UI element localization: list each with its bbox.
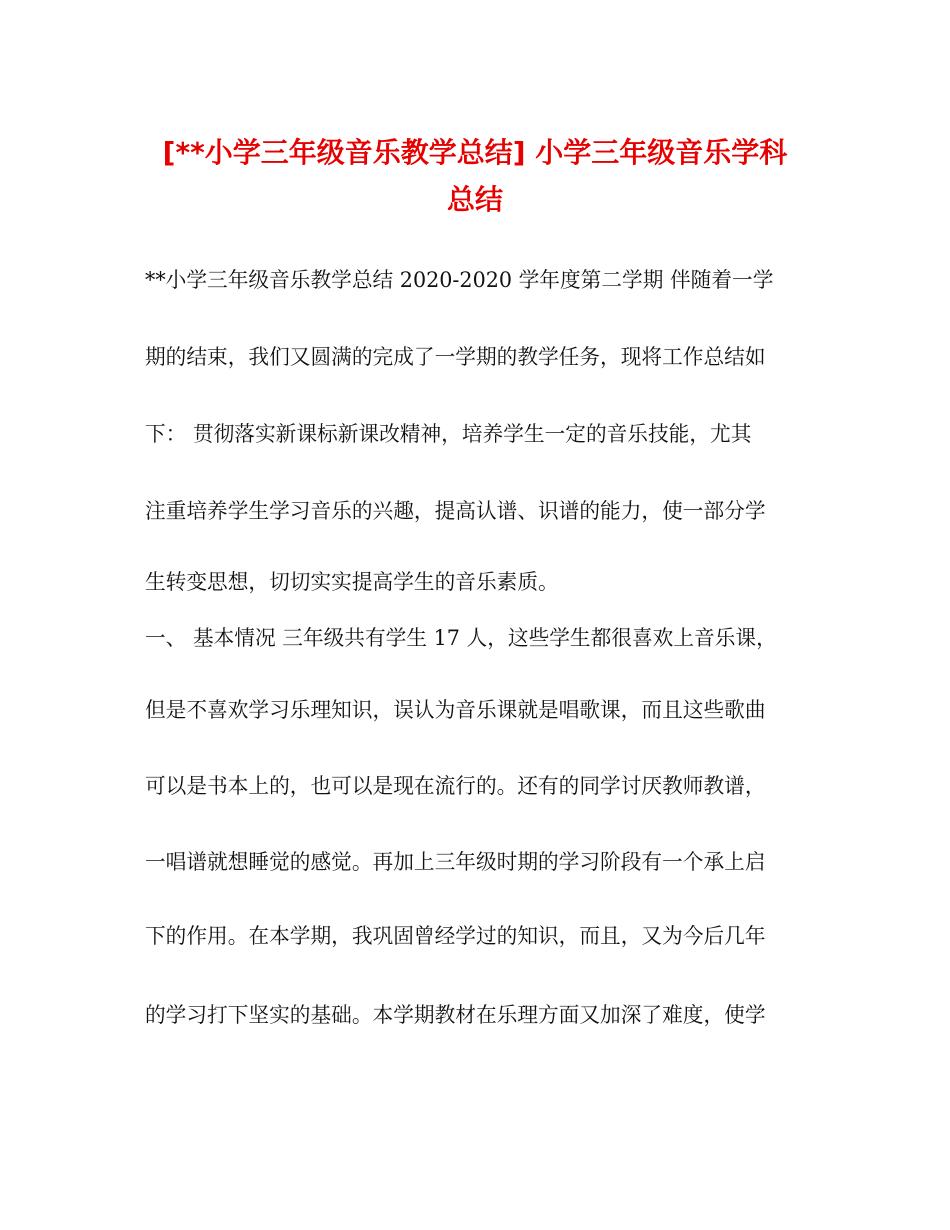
body-line-5: 生转变思想，切切实实提高学生的音乐素质。 [145,570,559,594]
body-line-11: 的学习打下坚实的基础。本学期教材在乐理方面又加深了难度，使学 [145,1003,766,1027]
body-line-6: 一、 基本情况 三年级共有学生 17 人，这些学生都很喜欢上音乐课， [145,626,777,650]
body-line-4: 注重培养学生学习音乐的兴趣，提高认谱、识谱的能力，使一部分学 [145,499,766,523]
body-line-2: 期的结束，我们又圆满的完成了一学期的教学任务，现将工作总结如 [145,345,766,369]
body-line-1: **小学三年级音乐教学总结 2020-2020 学年度第二学期 伴随着一学 [145,268,774,292]
body-line-3: 下： 贯彻落实新课标新课改精神，培养学生一定的音乐技能，尤其 [145,422,752,446]
document-title-line-2: 总结 [446,183,503,216]
body-line-8: 可以是书本上的，也可以是现在流行的。还有的同学讨厌教师教谱， [145,774,766,798]
body-line-7: 但是不喜欢学习乐理知识，误认为音乐课就是唱歌课，而且这些歌曲 [145,698,766,722]
document-title-line-1: [**小学三年级音乐教学总结] 小学三年级音乐学科 [162,136,788,169]
body-line-9: 一唱谱就想睡觉的感觉。再加上三年级时期的学习阶段有一个承上启 [145,850,766,874]
body-line-10: 下的作用。在本学期，我巩固曾经学过的知识，而且，又为今后几年 [145,924,766,948]
